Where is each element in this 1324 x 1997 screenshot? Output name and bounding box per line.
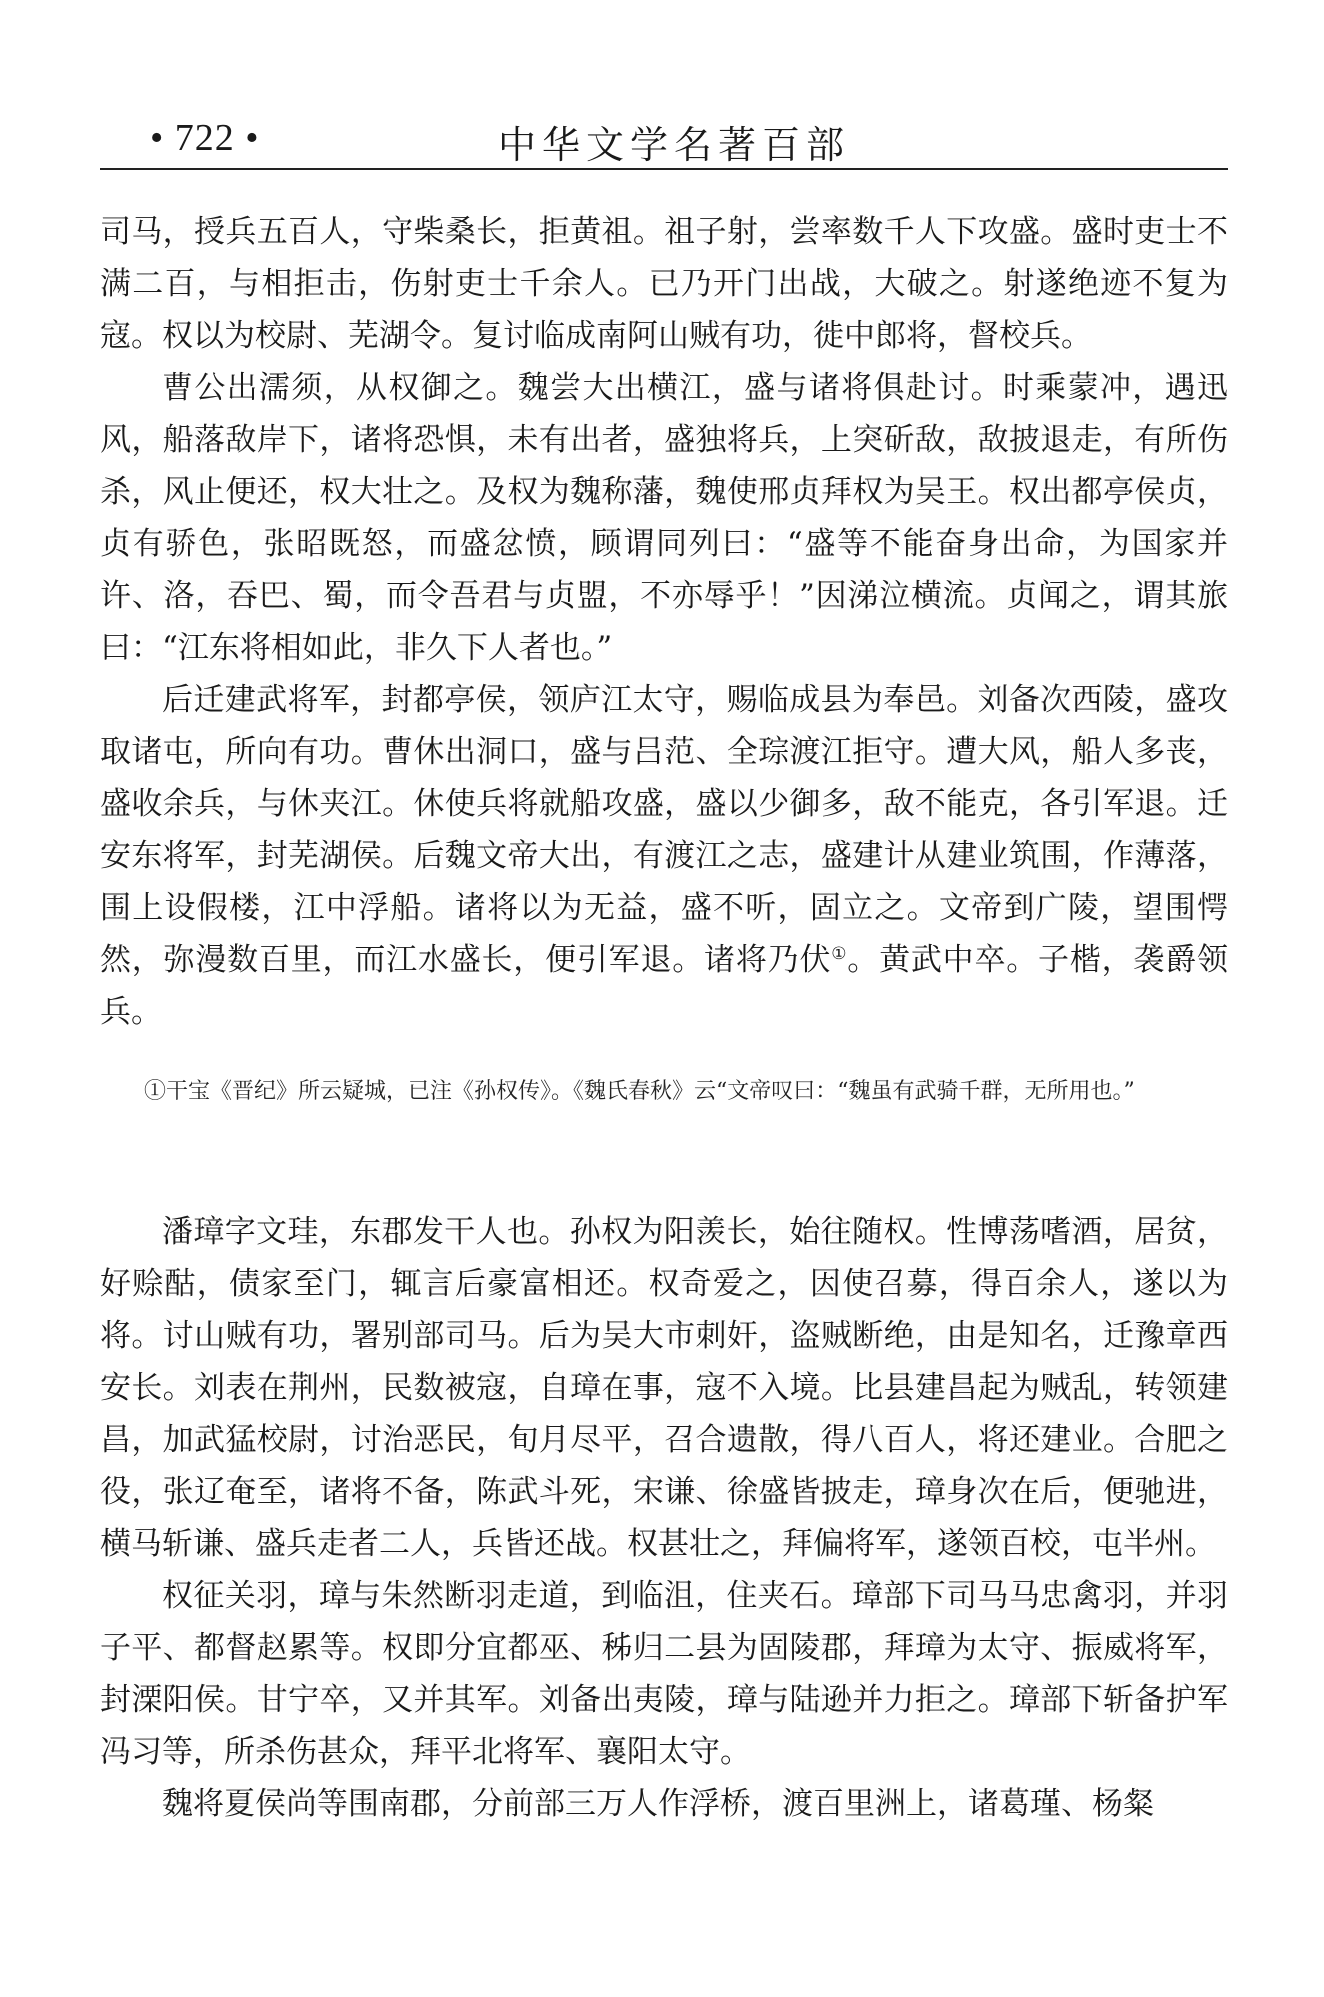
footnote-text: ①干宝《晋纪》所云疑城，已注《孙权传》。《魏氏春秋》云“文帝叹曰：“魏虽有武骑千群，无所用也。” — [144, 1079, 1135, 1104]
footnote — [100, 1068, 1228, 1116]
page-header — [100, 96, 1228, 176]
paragraph: 司马，授兵五百人，守柴桑长，拒黄祖。祖子射，尝率数千人下攻盛。盛时吏士不满二百，与相拒击，伤射吏士千余人。已乃开门出战，大破之。射遂绝迹不复为寇。权以为校尉、芜湖令。复讨临成南阿山贼有功，徙中郎将，督校兵。 — [100, 214, 1228, 354]
book-title: 中华文学名著百部 — [498, 123, 851, 167]
paragraph: 曹公出濡须，从权御之。魏尝大出横江，盛与诸将俱赴讨。时乘蒙冲，遇迅风，船落敌岸下，诸将恐惧，未有出者，盛独将兵，上突斫敌，敌披退走，有所伤杀，风止便还，权大壮之。及权为魏称藩，魏使邢贞拜权为吴王。权出都亭侯贞，贞有骄色，张昭既怒，而盛忿愤，顾谓同列曰：“盛等不能奋身出命，为国家并许、洛，吞巴、蜀，而令吾君与贞盟，不亦辱乎！”因涕泣横流。贞闻之，谓其旅曰：“江东将相如此，非久下人者也。” — [100, 370, 1228, 666]
paragraph: 潘璋字文珪，东郡发干人也。孙权为阳羡长，始往随权。性博荡嗜酒，居贫，好赊酤，债家至门，辄言后豪富相还。权奇爱之，因使召募，得百余人，遂以为将。讨山贼有功，署别部司马。后为吴大市刺奸，盗贼断绝，由是知名，迁豫章西安长。刘表在荆州，民数被寇，自璋在事，寇不入境。比县建昌起为贼乱，转领建昌，加武猛校尉，讨治恶民，旬月尽平，召合遗散，得八百人，将还建业。合肥之役，张辽奄至，诸将不备，陈武斗死，宋谦、徐盛皆披走，璋身次在后，便驰进，横马斩谦、盛兵走者二人，兵皆还战。权甚壮之，拜偏将军，遂领百校，屯半州。 — [100, 1214, 1228, 1562]
footnote-marker: ① — [831, 944, 848, 964]
page-number: • 722 • — [150, 117, 260, 159]
paragraph: 权征关羽，璋与朱然断羽走道，到临沮，住夹石。璋部下司马马忠禽羽，并羽子平、都督赵累等。权即分宜都巫、秭归二县为固陵郡，拜璋为太守、振威将军，封溧阳侯。甘宁卒，又并其军。刘备出夷陵，璋与陆逊并力拒之。璋部下斩备护军冯习等，所杀伤甚众，拜平北将军、襄阳太守。 — [100, 1578, 1228, 1770]
main-text-section-2 — [100, 1206, 1228, 1830]
paragraph: 魏将夏侯尚等围南郡，分前部三万人作浮桥，渡百里洲上，诸葛瑾、杨粲 — [162, 1786, 1154, 1822]
paragraph — [100, 674, 1228, 1038]
header-rule — [100, 168, 1228, 170]
main-text-section-1 — [100, 206, 1228, 1038]
paragraph-text: 后迁建武将军，封都亭侯，领庐江太守，赐临成县为奉邑。刘备次西陵，盛攻取诸屯，所向有功。曹休出洞口，盛与吕范、全琮渡江拒守。遭大风，船人多丧，盛收余兵，与休夹江。休使兵将就船攻盛，盛以少御多，敌不能克，各引军退。迁安东将军，封芜湖侯。后魏文帝大出，有渡江之志，盛建计从建业筑围，作薄落，围上设假楼，江中浮船。诸将以为无益，盛不听，固立之。文帝到广陵，望围愕然，弥漫数百里，而江水盛长，便引军退。诸将乃伏 — [100, 682, 1228, 978]
paragraph-text: 。黄武中卒。子楷，袭爵领兵。 — [100, 942, 1229, 1030]
